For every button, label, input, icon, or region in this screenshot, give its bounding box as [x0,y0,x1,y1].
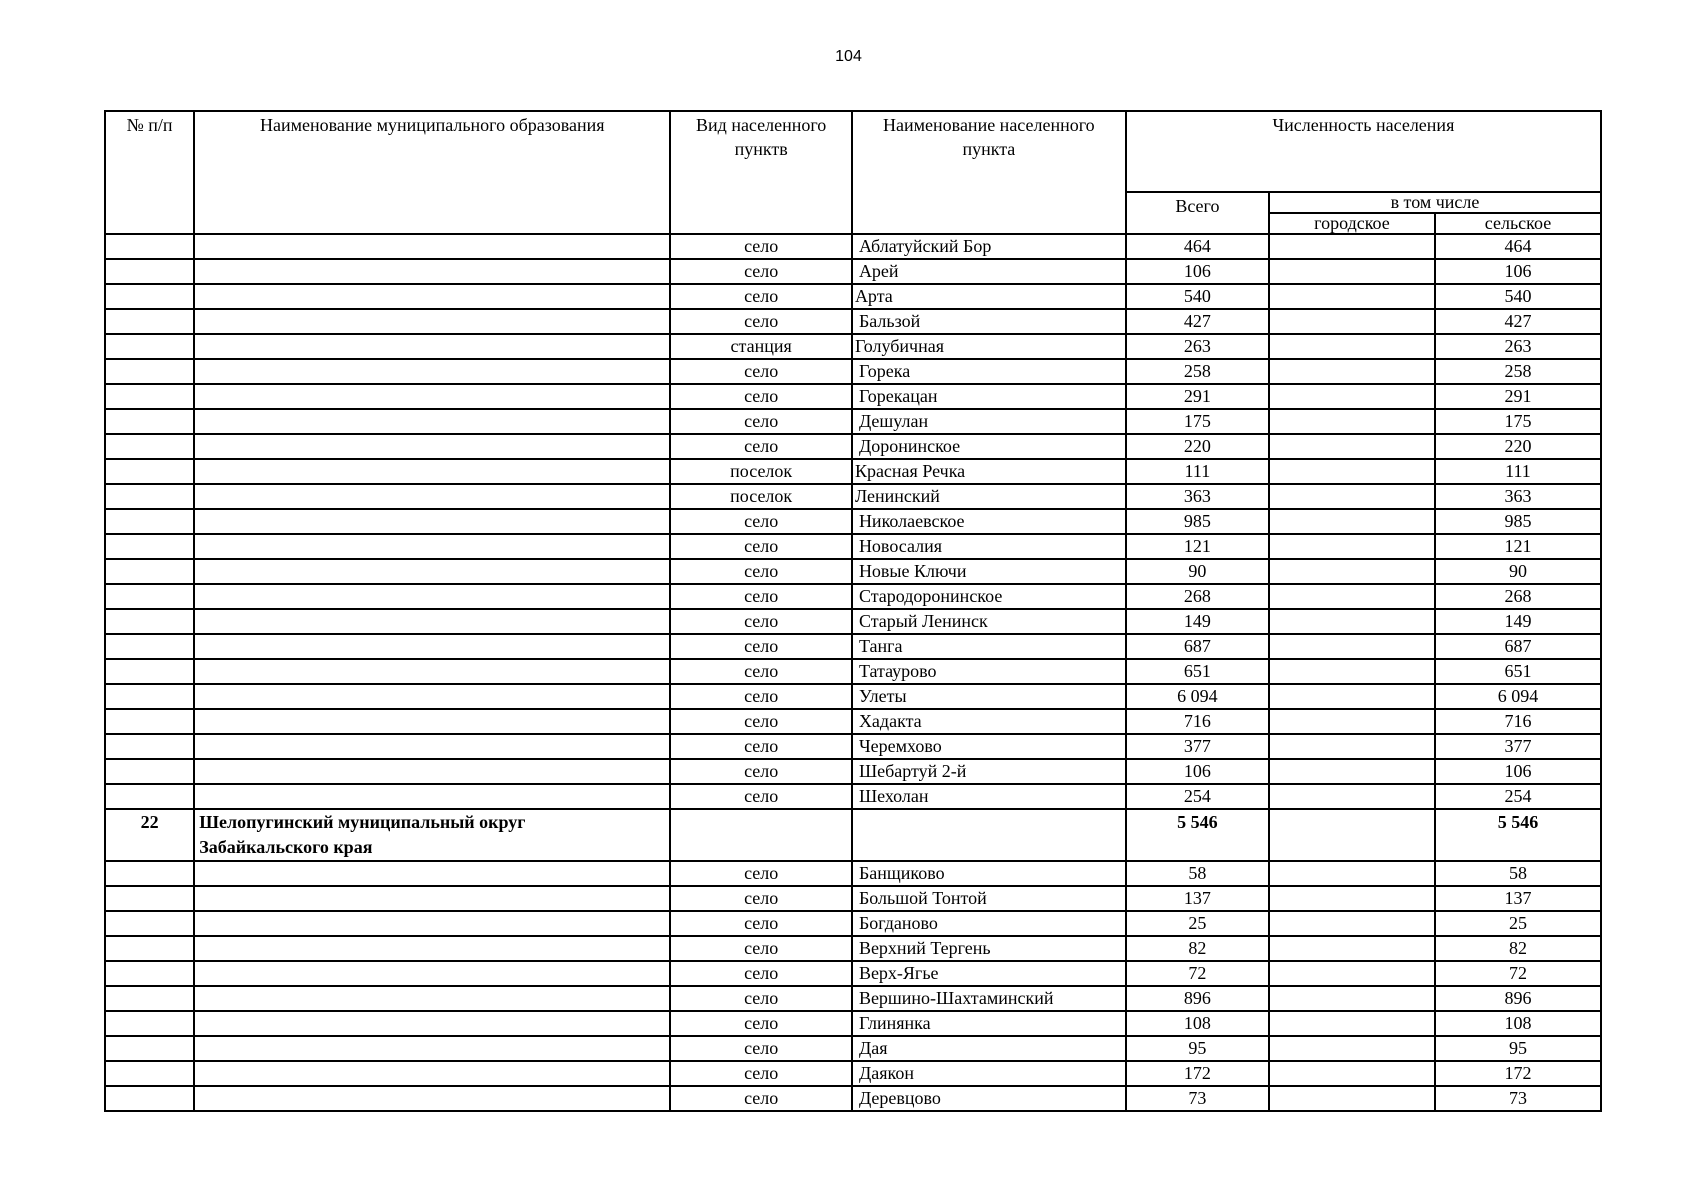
population-total: 95 [1126,1036,1269,1061]
settlement-name: Стародоронинское [852,584,1126,609]
row-num-cell [105,484,194,509]
table-row [105,534,1601,559]
settlement-name: Деревцово [852,1086,1126,1111]
table-row [105,886,1601,911]
settlement-type: село [670,409,852,434]
population-urban [1269,961,1435,986]
row-mo-cell [194,659,670,684]
population-rural: 72 [1435,961,1601,986]
settlement-name: Большой Тонтой [852,886,1126,911]
population-total: 73 [1126,1086,1269,1111]
population-urban [1269,409,1435,434]
population-urban [1269,861,1435,886]
population-rural: 95 [1435,1036,1601,1061]
settlement-name: Дешулан [852,409,1126,434]
population-total: 108 [1126,1011,1269,1036]
population-total: 82 [1126,936,1269,961]
population-total: 377 [1126,734,1269,759]
table-row [105,484,1601,509]
table-row [105,384,1601,409]
population-total: 427 [1126,309,1269,334]
population-total: 172 [1126,1061,1269,1086]
population-urban [1269,659,1435,684]
population-urban [1269,1086,1435,1111]
population-rural: 254 [1435,784,1601,809]
table-row [105,684,1601,709]
population-rural: 175 [1435,409,1601,434]
population-total: 175 [1126,409,1269,434]
population-urban [1269,484,1435,509]
settlement-type: село [670,1061,852,1086]
settlement-name: Арей [852,259,1126,284]
population-rural: 651 [1435,659,1601,684]
population-total: 687 [1126,634,1269,659]
row-mo-cell [194,409,670,434]
population-urban [1269,234,1435,259]
population-total: 263 [1126,334,1269,359]
settlement-name: Шебартуй 2-й [852,759,1126,784]
settlement-type: село [670,861,852,886]
row-num-cell [105,784,194,809]
settlement-name: Новые Ключи [852,559,1126,584]
population-rural: 73 [1435,1086,1601,1111]
population-total: 149 [1126,609,1269,634]
header-population: Численность населения [1126,111,1601,192]
row-mo-cell [194,309,670,334]
settlement-type: село [670,1011,852,1036]
municipality-urban [1269,809,1435,861]
table-row [105,559,1601,584]
settlement-name: Голубичная [852,334,1126,359]
header-settlement-name: Наименование населенного пункта [852,111,1126,234]
population-rural: 716 [1435,709,1601,734]
population-rural: 6 094 [1435,684,1601,709]
row-num-cell [105,259,194,284]
municipality-name-line2: Забайкальского края [199,837,373,857]
row-mo-cell [194,936,670,961]
population-urban [1269,284,1435,309]
table-row [105,459,1601,484]
settlement-name: Дая [852,1036,1126,1061]
settlement-type: село [670,784,852,809]
table-row [105,609,1601,634]
settlement-type: село [670,509,852,534]
population-rural: 82 [1435,936,1601,961]
page-number: 104 [835,48,862,65]
table-row [105,434,1601,459]
municipality-row [105,809,1601,861]
row-num-cell [105,1036,194,1061]
population-rural: 268 [1435,584,1601,609]
population-urban [1269,384,1435,409]
header-urban: городское [1269,213,1435,234]
settlement-type: село [670,609,852,634]
row-mo-cell [194,434,670,459]
municipality-name-line1: Шелопугинский муниципальный округ [199,812,526,832]
population-urban [1269,309,1435,334]
population-urban [1269,509,1435,534]
population-total: 58 [1126,861,1269,886]
population-rural: 464 [1435,234,1601,259]
row-num-cell [105,234,194,259]
row-num-cell [105,359,194,384]
population-urban [1269,936,1435,961]
settlement-name: Горекацан [852,384,1126,409]
row-num-cell [105,961,194,986]
table-row [105,936,1601,961]
population-rural: 540 [1435,284,1601,309]
population-rural: 149 [1435,609,1601,634]
header-rural: сельское [1435,213,1601,234]
settlement-type: село [670,936,852,961]
population-total: 6 094 [1126,684,1269,709]
row-num-cell [105,459,194,484]
settlement-type: село [670,309,852,334]
population-urban [1269,359,1435,384]
population-rural: 985 [1435,509,1601,534]
population-rural: 263 [1435,334,1601,359]
population-rural: 377 [1435,734,1601,759]
population-rural: 687 [1435,634,1601,659]
row-mo-cell [194,284,670,309]
population-urban [1269,259,1435,284]
population-total: 258 [1126,359,1269,384]
row-num-cell [105,284,194,309]
table-row [105,359,1601,384]
settlement-name: Бальзой [852,309,1126,334]
row-mo-cell [194,684,670,709]
population-rural: 896 [1435,986,1601,1011]
population-rural: 427 [1435,309,1601,334]
row-num-cell [105,609,194,634]
row-num-cell [105,709,194,734]
row-mo-cell [194,259,670,284]
settlement-name: Хадакта [852,709,1126,734]
population-urban [1269,1011,1435,1036]
table-row [105,1011,1601,1036]
municipality-num: 22 [105,809,194,861]
row-num-cell [105,409,194,434]
row-mo-cell [194,484,670,509]
row-num-cell [105,1061,194,1086]
population-urban [1269,459,1435,484]
header-total: Всего [1126,192,1269,234]
settlement-name: Даякон [852,1061,1126,1086]
population-urban [1269,986,1435,1011]
settlement-name: Доронинское [852,434,1126,459]
settlement-type: село [670,684,852,709]
table-row [105,259,1601,284]
population-urban [1269,334,1435,359]
row-num-cell [105,384,194,409]
population-urban [1269,684,1435,709]
table-row [105,234,1601,259]
settlement-name: Вершино-Шахтаминский [852,986,1126,1011]
row-num-cell [105,759,194,784]
table-body [105,234,1601,1111]
row-mo-cell [194,709,670,734]
population-total: 106 [1126,259,1269,284]
table-row [105,861,1601,886]
settlement-name: Банщиково [852,861,1126,886]
population-total: 540 [1126,284,1269,309]
row-mo-cell [194,961,670,986]
settlement-type: село [670,584,852,609]
table-row [105,759,1601,784]
settlement-type: село [670,234,852,259]
table-row [105,584,1601,609]
row-mo-cell [194,1011,670,1036]
municipality-total: 5 546 [1126,809,1269,861]
settlement-type: село [670,759,852,784]
table-row [105,709,1601,734]
row-mo-cell [194,1036,670,1061]
population-rural: 172 [1435,1061,1601,1086]
settlement-type: село [670,359,852,384]
population-total: 25 [1126,911,1269,936]
settlement-name: Богданово [852,911,1126,936]
population-urban [1269,1061,1435,1086]
municipality-rural: 5 546 [1435,809,1601,861]
settlement-name: Аблатуйский Бор [852,234,1126,259]
settlement-name: Ленинский [852,484,1126,509]
row-num-cell [105,1086,194,1111]
population-total: 896 [1126,986,1269,1011]
population-total: 464 [1126,234,1269,259]
settlement-type: село [670,1086,852,1111]
settlement-name: Шехолан [852,784,1126,809]
row-mo-cell [194,534,670,559]
table-row [105,1036,1601,1061]
population-rural: 111 [1435,459,1601,484]
settlement-name: Глинянка [852,1011,1126,1036]
settlement-type: станция [670,334,852,359]
population-rural: 291 [1435,384,1601,409]
settlement-name: Улеты [852,684,1126,709]
row-mo-cell [194,1086,670,1111]
population-urban [1269,634,1435,659]
row-mo-cell [194,986,670,1011]
population-rural: 258 [1435,359,1601,384]
population-total: 363 [1126,484,1269,509]
settlement-type: поселок [670,484,852,509]
row-mo-cell [194,1061,670,1086]
row-mo-cell [194,334,670,359]
row-num-cell [105,634,194,659]
population-rural: 106 [1435,259,1601,284]
settlement-name: Верх-Ягье [852,961,1126,986]
settlement-name: Николаевское [852,509,1126,534]
population-rural: 90 [1435,559,1601,584]
header-settlement-type: Вид населенного пунктв [670,111,852,234]
row-mo-cell [194,359,670,384]
table-row [105,911,1601,936]
population-rural: 108 [1435,1011,1601,1036]
row-num-cell [105,986,194,1011]
population-total: 985 [1126,509,1269,534]
row-mo-cell [194,911,670,936]
table-row [105,659,1601,684]
settlement-type: село [670,961,852,986]
population-urban [1269,709,1435,734]
municipality-name [194,809,670,861]
population-urban [1269,559,1435,584]
population-rural: 363 [1435,484,1601,509]
header-num: № п/п [105,111,194,234]
population-rural: 121 [1435,534,1601,559]
settlement-name: Красная Речка [852,459,1126,484]
settlement-name: Арта [852,284,1126,309]
population-total: 254 [1126,784,1269,809]
settlement-name: Новосалия [852,534,1126,559]
population-rural: 58 [1435,861,1601,886]
settlement-type: село [670,384,852,409]
row-num-cell [105,911,194,936]
population-total: 716 [1126,709,1269,734]
settlement-name: Горека [852,359,1126,384]
row-mo-cell [194,759,670,784]
header-including: в том числе [1269,192,1601,213]
row-num-cell [105,684,194,709]
population-rural: 25 [1435,911,1601,936]
table-row [105,634,1601,659]
settlement-type: село [670,1036,852,1061]
header-mo-name: Наименование муниципального образования [194,111,670,234]
population-urban [1269,609,1435,634]
population-urban [1269,734,1435,759]
table-row [105,961,1601,986]
row-num-cell [105,861,194,886]
settlement-name: Черемхово [852,734,1126,759]
population-urban [1269,911,1435,936]
row-num-cell [105,886,194,911]
row-num-cell [105,659,194,684]
population-total: 111 [1126,459,1269,484]
row-num-cell [105,309,194,334]
population-total: 137 [1126,886,1269,911]
population-total: 291 [1126,384,1269,409]
population-urban [1269,759,1435,784]
settlement-type: село [670,659,852,684]
settlement-type: село [670,886,852,911]
settlement-type: село [670,434,852,459]
settlement-name: Старый Ленинск [852,609,1126,634]
row-mo-cell [194,509,670,534]
table-row [105,284,1601,309]
settlement-type: село [670,259,852,284]
row-num-cell [105,936,194,961]
population-rural: 137 [1435,886,1601,911]
row-num-cell [105,584,194,609]
row-mo-cell [194,734,670,759]
row-num-cell [105,1011,194,1036]
table-row [105,784,1601,809]
row-mo-cell [194,234,670,259]
row-num-cell [105,434,194,459]
settlement-type: село [670,986,852,1011]
settlement-type: село [670,534,852,559]
table-row [105,509,1601,534]
row-num-cell [105,334,194,359]
settlement-type: село [670,709,852,734]
population-table [104,110,1602,1112]
population-total: 220 [1126,434,1269,459]
municipality-type-cell [670,809,852,861]
settlement-type: село [670,559,852,584]
row-num-cell [105,534,194,559]
table-row [105,1061,1601,1086]
municipality-settlement-cell [852,809,1126,861]
population-urban [1269,534,1435,559]
table-row [105,734,1601,759]
settlement-type: село [670,911,852,936]
row-mo-cell [194,886,670,911]
table-row [105,334,1601,359]
settlement-name: Верхний Тергень [852,936,1126,961]
population-rural: 106 [1435,759,1601,784]
population-total: 72 [1126,961,1269,986]
population-urban [1269,784,1435,809]
table-row [105,1086,1601,1111]
row-num-cell [105,559,194,584]
row-mo-cell [194,861,670,886]
table-row [105,986,1601,1011]
table-row [105,309,1601,334]
population-total: 106 [1126,759,1269,784]
row-mo-cell [194,559,670,584]
row-mo-cell [194,784,670,809]
population-total: 651 [1126,659,1269,684]
settlement-type: поселок [670,459,852,484]
row-mo-cell [194,459,670,484]
population-urban [1269,584,1435,609]
population-urban [1269,434,1435,459]
population-urban [1269,886,1435,911]
row-mo-cell [194,634,670,659]
settlement-type: село [670,284,852,309]
population-total: 90 [1126,559,1269,584]
row-num-cell [105,509,194,534]
row-num-cell [105,734,194,759]
population-rural: 220 [1435,434,1601,459]
settlement-name: Татаурово [852,659,1126,684]
settlement-type: село [670,734,852,759]
row-mo-cell [194,609,670,634]
settlement-name: Танга [852,634,1126,659]
population-total: 268 [1126,584,1269,609]
population-total: 121 [1126,534,1269,559]
table-row [105,409,1601,434]
population-urban [1269,1036,1435,1061]
settlement-type: село [670,634,852,659]
table-header [105,111,1601,234]
row-mo-cell [194,384,670,409]
row-mo-cell [194,584,670,609]
